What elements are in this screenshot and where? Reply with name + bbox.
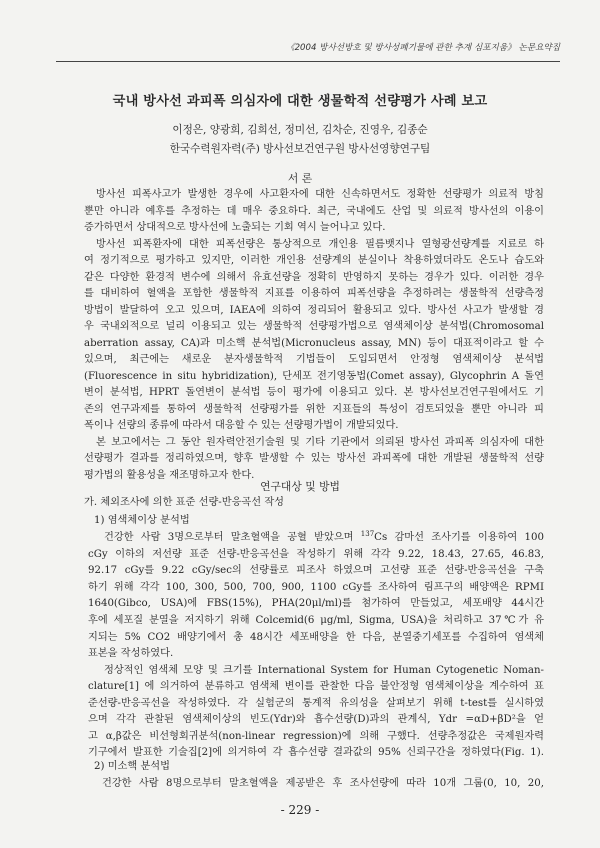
intro-text-line: 선량평가 결과를 정리하였으며, 향후 발생할 수 있는 방사선 과피폭에 대한 개발된 생물학적 선량 [84, 453, 544, 464]
intro-text-line: 우 국내외적으로 널리 이용되고 있는 생물학적 선량평가법으로 염색체이상 분석법(Chromosomal [84, 321, 544, 332]
method-text-line: 으며 각각 관찰된 염색체이상의 빈도(Ydr)와 흡수선량(D)과의 관계식, Ydr =αD+βD²을 얻 [88, 714, 544, 726]
method-text-line [88, 614, 544, 627]
method-text-line [88, 597, 544, 610]
method-paragraph-3: 건강한 사람 8명으로부터 말초혈액을 제공받은 후 조사선량에 따라 10개 그룹(0, 10, 20, [102, 778, 544, 789]
subsection-1-heading: 1) 염색체이상 분석법 [94, 515, 190, 526]
intro-text-line: 방사선 피폭환자에 대한 피폭선량은 통상적으로 개인용 필름뱃지나 열형광선량계를 지료로 하 [96, 238, 544, 250]
method-text-line: clature[1] 에 의거하여 분류하고 염색체 변이를 관찰한 다음 불안정형 염색체이상을 계수하여 표 [88, 681, 544, 693]
page-number: - 229 - [280, 803, 320, 817]
method-text-line [104, 531, 544, 544]
section-a-heading: 가. 체외조사에 의한 표준 선량-반응곡선 작성 [84, 497, 285, 508]
intro-text-line: 를 대비하여 혈액을 포함한 생물학적 지표를 이용하여 피폭선량을 추정하려는 생물학적 선량측정 [84, 288, 544, 299]
method-text-line [88, 548, 544, 561]
intro-heading: 서 론 [287, 172, 313, 185]
method-text-line [88, 581, 544, 594]
intro-text-line: aberration assay, CA)과 미소핵 분석법(Micronucleus assay, MN) 등이 대표적이라고 할 수 [84, 337, 544, 349]
method-text-line [88, 631, 544, 644]
subsection-2-heading: 2) 미소핵 분석법 [94, 761, 170, 772]
intro-text-line: 평가법의 활용성을 재조명하고자 한다. [84, 469, 255, 481]
text-run: 1640(Gibco, USA)에 FBS(15%), PHA(20μl/ml)를 첨가하여 만들었고, 세포배양 44시간 [88, 598, 544, 610]
intro-text-line: 같은 다양한 환경적 변수에 의해서 유효선량을 정확히 반영하지 못하는 경우가 있다. 이러한 경우 [84, 271, 544, 283]
method-text-line [88, 647, 544, 660]
text-run: 건강한 사람 3명으로부터 말초혈액을 공혈 받았으며 [104, 532, 361, 543]
text-run: 후에 세포질 분열을 저지하기 위해 Colcemid(6 μg/ml, Sigma, USA)을 처리하고 37℃가 유 [88, 615, 544, 626]
intro-text-line: 방법이 발달하여 오고 있으며, IAEA에 의하여 정리되어 활용되고 있다. 방사선 사고가 발생할 경 [84, 304, 544, 316]
intro-text-line: 방사선 피폭사고가 발생한 경우에 사고환자에 대한 신속하면서도 정확한 선량평가 의료적 방침 [96, 189, 544, 200]
methods-heading: 연구대상 및 방법 [260, 480, 340, 493]
intro-text-line: 여 정기적으로 평가하고 있지만, 이러한 개인용 선량계의 분실이나 착용하였더라도 온도나 습도와 [84, 255, 544, 266]
intro-text-line: 증가하면서 상대적으로 방사선에 노출되는 기회 역시 늘어나고 있다. [84, 222, 386, 233]
method-text-line: 고 α,β값은 비선형회귀분석(non-linear regression)에 의해 구했다. 선량추정값은 국제원자력 [88, 730, 544, 742]
intro-text-line: 뿐만 아니라 예후를 추정하는 데 매우 중요하다. 최근, 국내에도 산업 및 의료적 방사선의 이용이 [84, 205, 544, 217]
text-run: cGy 이하의 저선량 표준 선량-반응곡선을 작성하기 위해 각각 9.22, 18.43, 27.65, 46.83, [88, 548, 544, 560]
text-run: 표본을 작성하였다. [88, 648, 174, 660]
paper-title: 국내 방사선 과피폭 의심자에 대한 생물학적 선량평가 사례 보고 [112, 94, 488, 109]
intro-text-line: 변이 분석법, HPRT 돌연변이 분석법 등이 평가에 이용되고 있다. 본 방사선보건연구원에서도 기 [84, 387, 544, 398]
running-header: 《2004 방사선방호 및 방사성폐기물에 관한 추계 심포지움》 논문요약집 [285, 43, 560, 53]
text-run: 지되는 5% CO2 배양기에서 총 48시간 세포배양을 한 다음, 분열중기세포를 수집하여 염색체 [88, 631, 544, 643]
isotope-mass-number: 137 [360, 530, 375, 538]
intro-text-line: (Fluorescence in situ hybridization), 단세포 전기영동법(Comet assay), Glycophrin A 돌연 [84, 370, 544, 382]
header-rule [56, 61, 560, 62]
intro-text-line: 폭이나 선량의 종류에 따라서 대응할 수 있는 선량평가법이 개발되었다. [84, 420, 399, 431]
author-list: 이정은, 양광희, 김희선, 정미선, 김차순, 진영우, 김종순 [172, 124, 428, 136]
text-run: Cs 감마선 조사기를 이용하여 100 [374, 532, 544, 543]
method-text-line: 정상적인 염색체 모양 및 크기를 International System for Human Cytogenetic Noman- [104, 665, 544, 676]
affiliation: 한국수력원자력(주) 방사선보건연구원 방사선영향연구팀 [169, 143, 431, 155]
intro-text-line: 본 보고에서는 그 동안 원자력안전기술원 및 기타 기관에서 의뢰된 방사선 과피폭 의심자에 대한 [96, 436, 544, 448]
method-text-line [88, 564, 544, 577]
method-text-line: 준선량-반응곡선을 작성하였다. 각 실험군의 통계적 유의성을 살펴보기 위해 t-test를 실시하였 [88, 697, 544, 709]
text-run: 하기 위해 각각 100, 300, 500, 700, 900, 1100 cGy를 조사하여 림프구의 배양액은 RPMI [88, 581, 544, 593]
text-run: 92.17 cGy를 9.22 cGy/sec의 선량률로 피조사 하였으며 고선량 표준 선량-반응곡선을 구축 [88, 565, 544, 577]
method-text-line: 기구에서 발표한 기술집[2]에 의거하여 각 흡수선량 결과값의 95% 신뢰구간을 정하였다(Fig. 1). [88, 747, 544, 758]
intro-text-line: 있으며, 최근에는 새로운 분자생물학적 기법들이 도입되면서 안정형 염색체이상 분석법 [84, 354, 544, 365]
intro-text-line: 존의 연구과제를 통하여 생물학적 선량평가를 위한 지표들의 특성이 검토되었을 뿐만 아니라 피 [84, 403, 544, 415]
